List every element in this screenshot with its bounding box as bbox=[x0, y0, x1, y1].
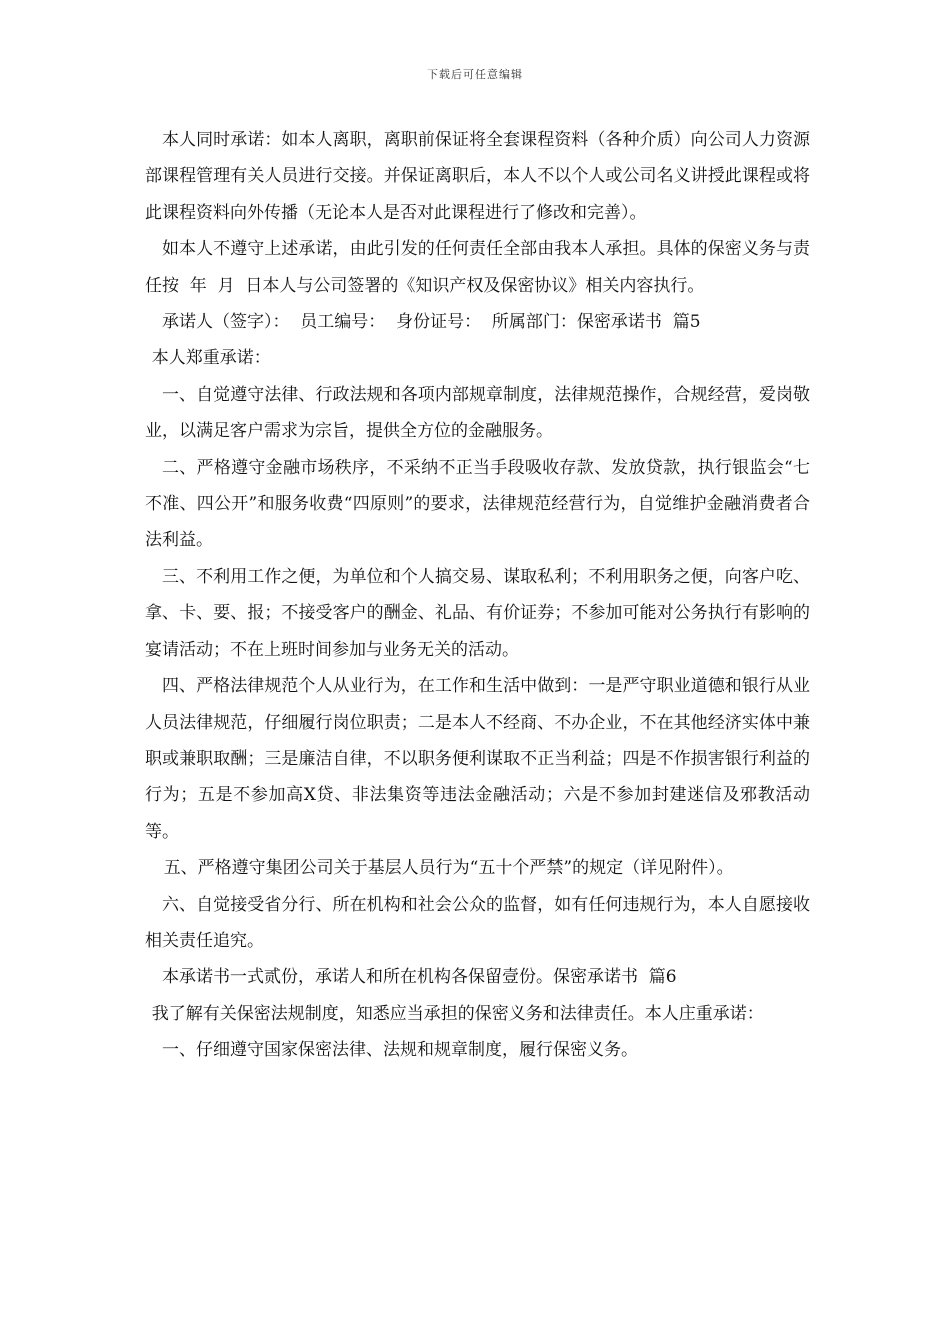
paragraph-item-5: 五、严格遵守集团公司关于基层人员行为“五十个严禁”的规定（详见附件）。 bbox=[163, 858, 734, 879]
paragraph-item-4: 四、严格法律规范个人从业行为，在工作和生活中做到：一是严守职业道德和银行从业人员法律规范，仔细履行岗位职责；二是本人不经商、不办企业，不在其他经济实体中兼职或兼职取酬；三是廉洁自律，不以职务便利谋取不正当利益；四是不作损害银行利益的行为；五是不参加高X贷、非法集资等违法金融活动；六是不参加封建迷信及邪教活动等。 bbox=[145, 676, 810, 842]
paragraph-liability: 如本人不遵守上述承诺，由此引发的任何责任全部由我本人承担。具体的保密义务与责任按 年 月 日本人与公司签署的《知识产权及保密协议》相关内容执行。 bbox=[145, 239, 810, 296]
paragraph-resignation-handover: 本人同时承诺：如本人离职，离职前保证将全套课程资料（各种介质）向公司人力资源部课程管理有关人员进行交接。并保证离职后，本人不以个人或公司名义讲授此课程或将此课程资料向外传播（无论本人是否对此课程进行了修改和完善）。 bbox=[145, 130, 810, 223]
document-body bbox=[145, 122, 810, 1069]
page-header-note: 下载后可任意编辑 bbox=[427, 68, 523, 81]
paragraph-copies: 本承诺书一式贰份，承诺人和所在机构各保留壹份。保密承诺书 篇6 bbox=[162, 967, 677, 988]
paragraph-item-3: 三、不利用工作之便，为单位和个人搞交易、谋取私利；不利用职务之便，向客户吃、拿、卡、要、报；不接受客户的酬金、礼品、有价证券；不参加可能对公务执行有影响的宴请活动；不在上班时间参加与业务无关的活动。 bbox=[145, 566, 810, 660]
paragraph-solemn-pledge: 本人郑重承诺： bbox=[151, 348, 271, 369]
paragraph-confidentiality-intro: 我了解有关保密法规制度，知悉应当承担的保密义务和法律责任。本人庄重承诺： bbox=[151, 1003, 764, 1024]
paragraph-confidentiality-item-1: 一、仔细遵守国家保密法律、法规和规章制度，履行保密义务。 bbox=[162, 1040, 638, 1061]
paragraph-item-2: 二、严格遵守金融市场秩序，不采纳不正当手段吸收存款、发放贷款，执行银监会“七不准、四公开”和服务收费“四原则”的要求，法律规范经营行为，自觉维护金融消费者合法利益。 bbox=[145, 457, 810, 551]
paragraph-item-1: 一、自觉遵守法律、行政法规和各项内部规章制度，法律规范操作，合规经营，爱岗敬业，以满足客户需求为宗旨，提供全方位的金融服务。 bbox=[145, 384, 810, 442]
paragraph-item-6: 六、自觉接受省分行、所在机构和社会公众的监督，如有任何违规行为，本人自愿接收相关责任追究。 bbox=[145, 894, 810, 951]
paragraph-signature-line: 承诺人（签字）： 员工编号： 身份证号： 所属部门：保密承诺书 篇5 bbox=[162, 312, 701, 333]
